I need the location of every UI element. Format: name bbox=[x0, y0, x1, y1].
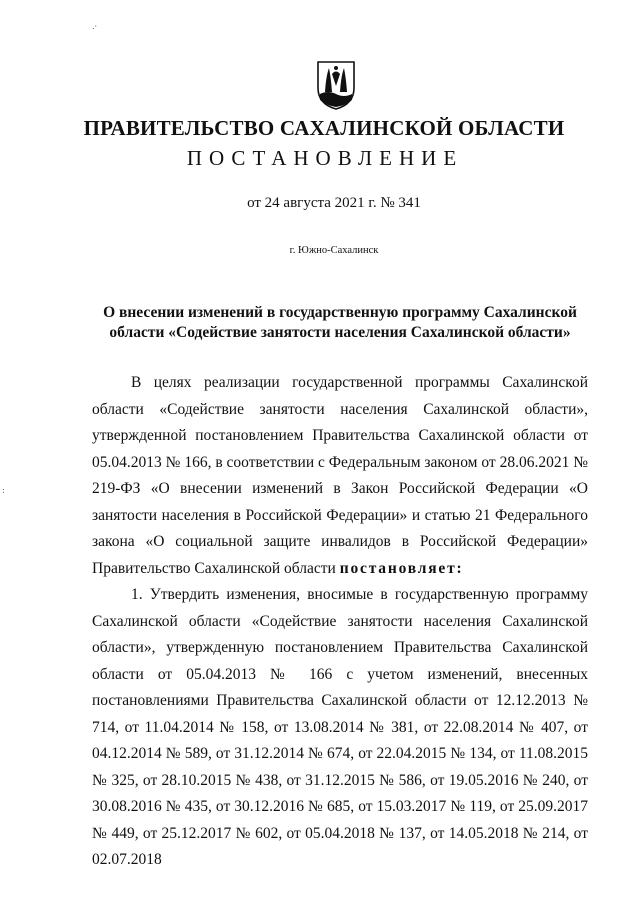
body-paragraph-2: 1. Утвердить изменения, вносимые в государственную программу Сахалинской области «Содействие занятости населения Сахалинской области», утвержденную постановлением Правительства Сахалинской области от 05.04.2013 № 166 с учетом изменений, внесенных постановлениями Правительства Сахалинской области от 12.12.2013 № 714, от 11.04.2014 № 158, от 13.08.2014 № 381, от 22.08.2014 № 407, от 04.12.2014 № 589, от 31.12.2014 № 674, от 22.04.2015 № 134, от 11.08.2015 № 325, от 28.10.2015 № 438, от 31.12.2015 № 586, от 19.05.2016 № 240, от 30.08.2016 № 435, от 30.12.2016 № 685, от 15.03.2017 № 119, от 25.09.2017 № 449, от 25.12.2017 № 602, от 05.04.2018 № 137, от 14.05.2018 № 214, от 02.07.2018 bbox=[92, 586, 588, 868]
document-date-number: от 24 августа 2021 г. № 341 bbox=[247, 195, 421, 211]
paragraph-1-text: В целях реализации государственной программы Сахалинской области «Содействие занятости населения Сахалинской области», утвержденной постановлением Правительства Сахалинской области от 05.04.2013 № 166, в соответствии с Федеральным законом от 28.06.2021 № 219-ФЗ «О внесении изменений в Закон Российской Федерации «О занятости населения в Российской Федерации» и статью 21 Федерального закона «О социальной защите инвалидов в Российской Федерации» Правительство Сахалинской области bbox=[92, 374, 588, 577]
document-subject bbox=[100, 303, 580, 343]
subject-line-2: области «Содействие занятости населения Сахалинской области» bbox=[109, 324, 571, 341]
coat-of-arms-emblem bbox=[316, 60, 356, 110]
body-paragraph-1 bbox=[92, 370, 588, 582]
organization-title: ПРАВИТЕЛЬСТВО САХАЛИНСКОЙ ОБЛАСТИ bbox=[83, 116, 565, 140]
subject-line-1: О внесении изменений в государственную программу Сахалинской bbox=[103, 304, 577, 321]
document-city: г. Южно-Сахалинск bbox=[289, 245, 379, 256]
scan-artifact: : bbox=[2, 486, 5, 495]
document-type: ПОСТАНОВЛЕНИЕ bbox=[186, 146, 464, 170]
scan-artifact: .· bbox=[92, 22, 98, 31]
document-body bbox=[92, 370, 588, 874]
decree-keyword: постановляет: bbox=[339, 559, 464, 577]
